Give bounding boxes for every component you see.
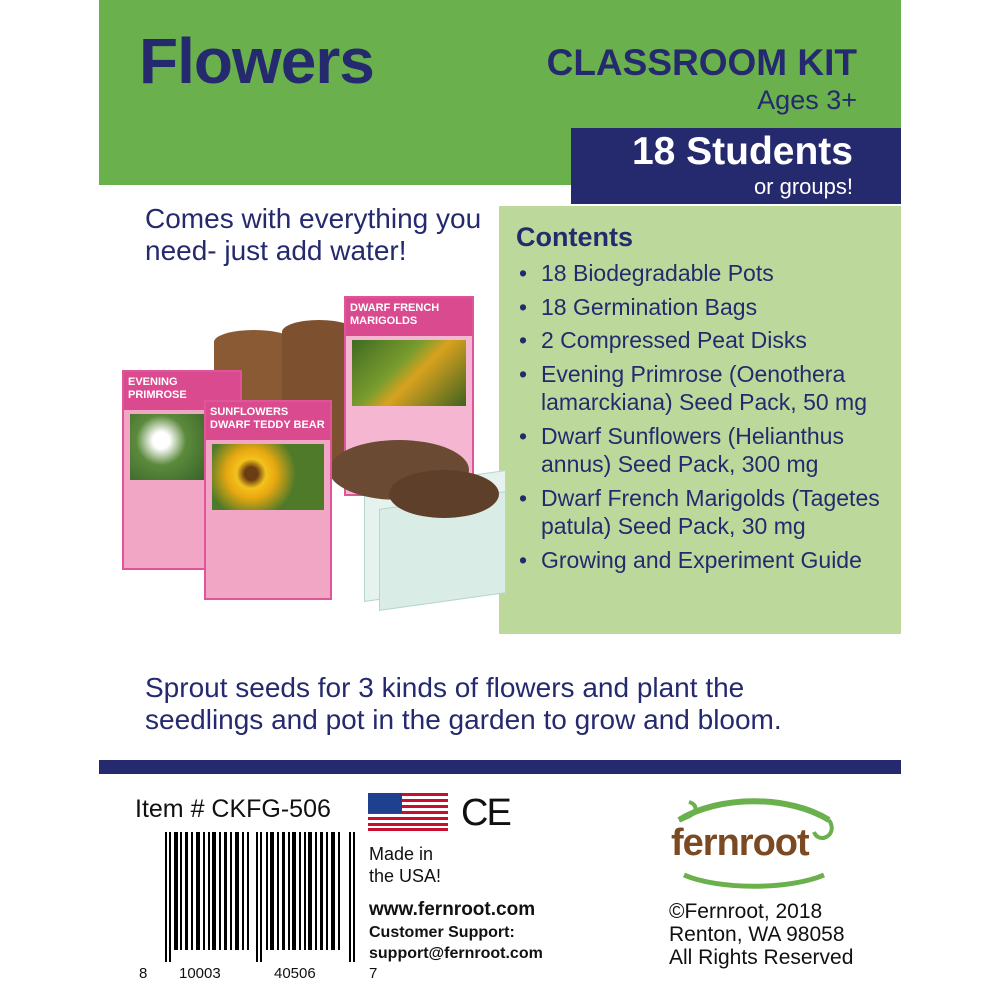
item-number: Item # CKFG-506 [135, 795, 331, 823]
groups-label: or groups! [753, 174, 853, 199]
peat-disk [389, 470, 499, 518]
made-in-usa: Made in the USA! [369, 844, 442, 886]
bullet-icon: • [519, 484, 528, 511]
usa-flag-icon [368, 793, 448, 831]
kit-label: CLASSROOM KIT [546, 42, 857, 83]
customer-support: Customer Support: support@fernroot.com [369, 924, 543, 962]
barcode [165, 832, 355, 962]
bullet-icon: • [519, 546, 528, 573]
bullet-icon: • [519, 327, 528, 353]
ce-mark: CE [461, 792, 510, 834]
brand-logo: fernroot [671, 822, 809, 864]
barcode-digit: 10003 [179, 965, 221, 982]
list-item: • Dwarf Sunflowers (Helianthus annus) Seed Pack, 300 mg [519, 422, 844, 477]
list-item: • 2 Compressed Peat Disks [519, 327, 807, 353]
pack-title: EVENING PRIMROSE [124, 372, 240, 410]
bullet-icon: • [519, 260, 528, 286]
barcode-digit: 7 [369, 965, 378, 982]
product-card [99, 0, 901, 1000]
list-item: • Growing and Experiment Guide [519, 546, 862, 573]
tagline-line: Comes with everything you [145, 203, 482, 234]
bullet-icon: • [519, 360, 528, 387]
barcode-digit: 40506 [274, 965, 316, 982]
contents-list [519, 259, 891, 579]
barcode-digit: 8 [139, 965, 148, 982]
sunflower-image [212, 444, 324, 510]
description [145, 672, 865, 736]
website-link[interactable]: www.fernroot.com [369, 899, 536, 920]
bullet-icon: • [519, 293, 528, 320]
ages-label: Ages 3+ [757, 85, 857, 115]
product-photo [114, 290, 499, 630]
list-item: • 18 Germination Bags [519, 293, 758, 320]
sunflower-seed-pack [204, 400, 332, 600]
tagline [145, 203, 481, 267]
support-email-link[interactable]: support@fernroot.com [369, 945, 543, 962]
description-line: Sprout seeds for 3 kinds of flowers and plant the [145, 672, 745, 703]
marigold-image [352, 340, 466, 406]
tagline-line: need- just add water! [145, 235, 407, 266]
list-item: • Evening Primrose (Oenothera lamarckiana) Seed Pack, 50 mg [519, 360, 867, 415]
pack-title: DWARF FRENCH MARIGOLDS [346, 298, 472, 336]
contents-title: Contents [516, 222, 633, 252]
description-line: seedlings and pot in the garden to grow and bloom. [145, 704, 782, 735]
list-item: • 18 Biodegradable Pots [519, 260, 774, 286]
students-count: 18 Students [631, 130, 853, 173]
copyright: ©Fernroot, 2018 Renton, WA 98058 All Rights Reserved [669, 900, 854, 969]
pack-title: SUNFLOWERS DWARF TEDDY BEAR [206, 402, 330, 440]
page-title: Flowers [139, 25, 374, 97]
bullet-icon: • [519, 422, 528, 449]
list-item: • Dwarf French Marigolds (Tagetes patula) Seed Pack, 30 mg [519, 484, 880, 539]
divider [99, 760, 901, 774]
